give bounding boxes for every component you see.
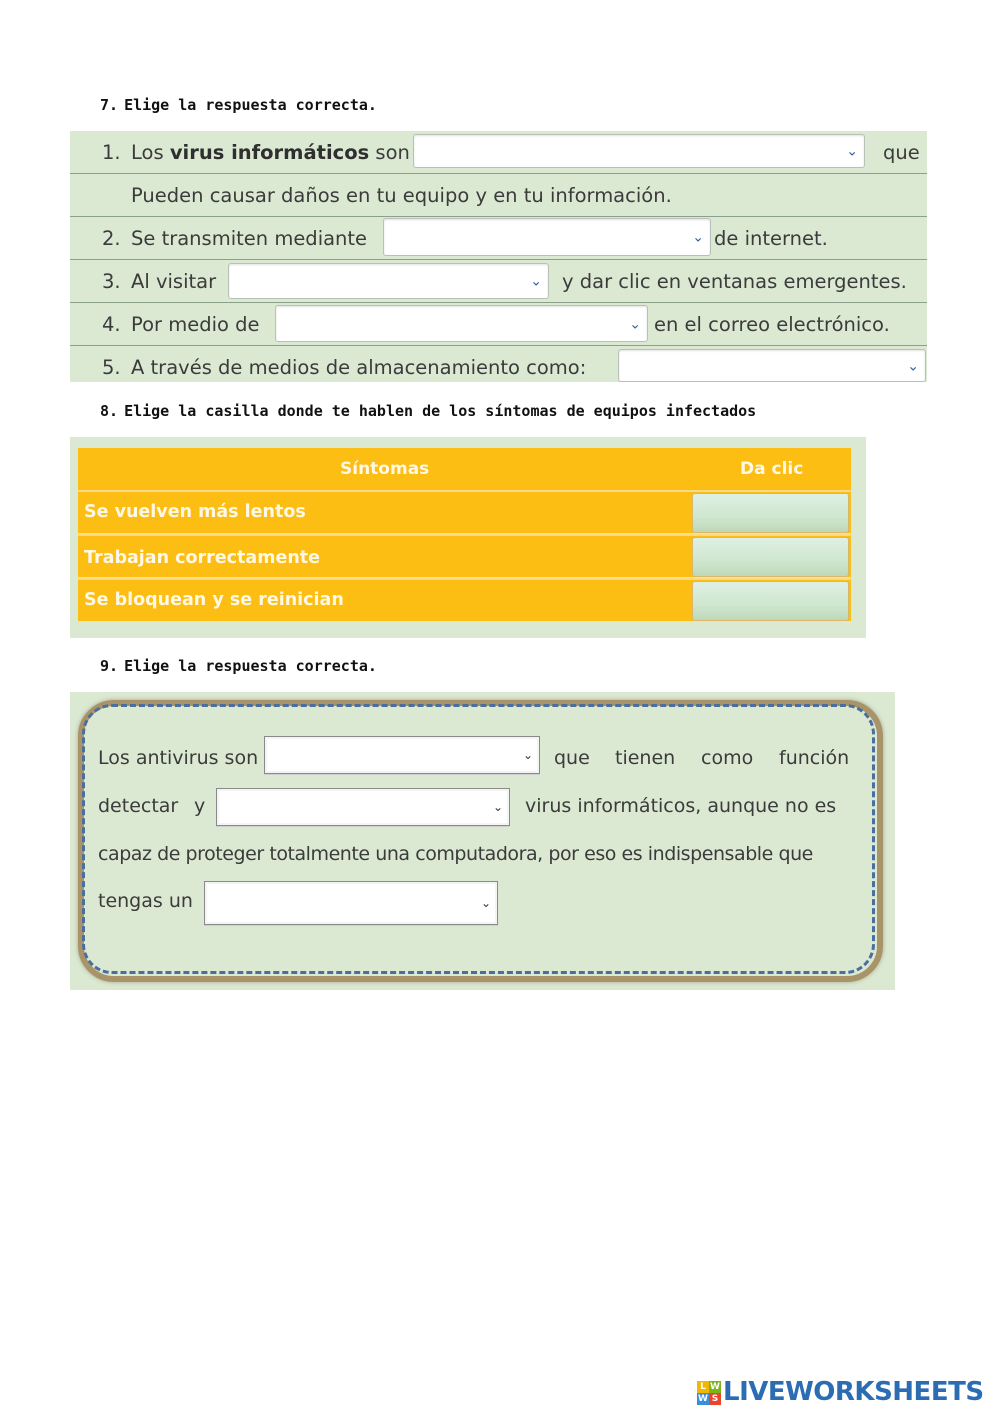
item-text: Pueden causar daños en tu equipo y en tu información. xyxy=(131,184,672,207)
answer-dropdown-4[interactable] xyxy=(275,305,648,342)
line-text: tienen xyxy=(615,747,676,769)
line-text: y xyxy=(194,795,206,817)
answer-dropdown-2[interactable] xyxy=(383,218,711,256)
q9-line-3 xyxy=(98,839,846,869)
q7-item-3 xyxy=(70,260,927,303)
antivirus-dropdown-3[interactable] xyxy=(204,881,498,925)
select-cell-3[interactable] xyxy=(692,581,849,621)
q7-item-2 xyxy=(70,217,927,260)
item-text-before: Al visitar xyxy=(131,270,217,293)
question-number: 8. xyxy=(100,402,119,420)
q9-line-2 xyxy=(98,791,846,821)
line-text: como xyxy=(701,747,754,769)
question-8-title xyxy=(100,402,756,420)
item-text xyxy=(131,141,410,164)
line-text: Los antivirus son xyxy=(98,747,259,769)
answer-dropdown-5[interactable] xyxy=(618,349,926,382)
q9-line-4 xyxy=(98,886,846,916)
logo-mark-icon xyxy=(697,1381,721,1405)
chevron-down-icon: ⌄ xyxy=(846,143,858,160)
logo-mark-tile: W xyxy=(698,1394,708,1404)
question-7-panel xyxy=(70,131,927,382)
chevron-down-icon: ⌄ xyxy=(692,229,704,246)
antivirus-dropdown-1[interactable] xyxy=(264,736,540,774)
table-header xyxy=(78,448,851,490)
item-text-after: de internet. xyxy=(714,227,828,250)
antivirus-dropdown-2[interactable] xyxy=(216,788,510,826)
line-text: tengas un xyxy=(98,890,193,912)
item-text-before: Por medio de xyxy=(131,313,260,336)
chevron-down-icon: ⌄ xyxy=(907,358,919,375)
item-text-tail: que xyxy=(883,141,920,164)
chevron-down-icon: ⌄ xyxy=(492,800,503,814)
symptom-label: Trabajan correctamente xyxy=(84,548,321,568)
line-text: virus informáticos, aunque no es xyxy=(525,795,837,817)
select-cell-2[interactable] xyxy=(692,537,849,577)
item-text-after: en el correo electrónico. xyxy=(654,313,890,336)
table-row xyxy=(78,534,851,577)
chevron-down-icon: ⌄ xyxy=(522,748,533,762)
answer-dropdown-1[interactable] xyxy=(413,134,865,168)
line-text: función xyxy=(779,747,850,769)
item-number: 5. xyxy=(102,356,121,379)
item-text-before: Se transmiten mediante xyxy=(131,227,368,250)
question-text: Elige la casilla donde te hablen de los síntomas de equipos infectados xyxy=(124,402,757,420)
chevron-down-icon: ⌄ xyxy=(629,316,641,333)
answer-dropdown-3[interactable] xyxy=(228,263,549,299)
item-text-before: A través de medios de almacenamiento como: xyxy=(131,356,587,379)
line-text: capaz de proteger totalmente una computadora, por eso es indispensable que xyxy=(98,843,813,865)
item-number: 3. xyxy=(102,270,121,293)
line-text: que xyxy=(554,747,590,769)
chevron-down-icon: ⌄ xyxy=(530,273,542,290)
question-text: Elige la respuesta correcta. xyxy=(124,657,377,675)
question-number: 9. xyxy=(100,657,119,675)
line-text: detectar xyxy=(98,795,179,817)
chevron-down-icon: ⌄ xyxy=(480,896,491,910)
question-9-title xyxy=(100,657,377,675)
logo-mark-tile: W xyxy=(710,1382,720,1392)
symptom-label: Se vuelven más lentos xyxy=(84,502,306,522)
logo-mark-tile: L xyxy=(697,1381,709,1393)
item-text-bold: virus informáticos xyxy=(169,141,370,164)
question-8-panel xyxy=(70,437,866,638)
question-number: 7. xyxy=(100,96,119,114)
item-number: 1. xyxy=(102,141,121,164)
table-row xyxy=(78,490,851,533)
header-symptoms: Síntomas xyxy=(340,459,430,479)
q9-line-1 xyxy=(98,743,850,773)
question-7-title xyxy=(100,96,377,114)
logo-wordmark: LIVEWORKSHEETS xyxy=(723,1377,984,1407)
q7-item-5 xyxy=(70,346,927,389)
table-row xyxy=(78,578,851,621)
symptom-label: Se bloquean y se reinician xyxy=(84,590,344,610)
q7-item-1 xyxy=(70,131,927,174)
item-number: 4. xyxy=(102,313,121,336)
q7-item-1-continued xyxy=(70,174,927,217)
item-text-after: son xyxy=(369,141,410,164)
select-cell-1[interactable] xyxy=(692,493,849,533)
item-text-before: Los xyxy=(131,141,170,164)
question-text: Elige la respuesta correcta. xyxy=(124,96,377,114)
q7-item-4 xyxy=(70,303,927,346)
item-number: 2. xyxy=(102,227,121,250)
header-click: Da clic xyxy=(740,459,804,479)
item-text-after: y dar clic en ventanas emergentes. xyxy=(562,270,907,293)
logo-mark-tile: S xyxy=(709,1393,721,1405)
